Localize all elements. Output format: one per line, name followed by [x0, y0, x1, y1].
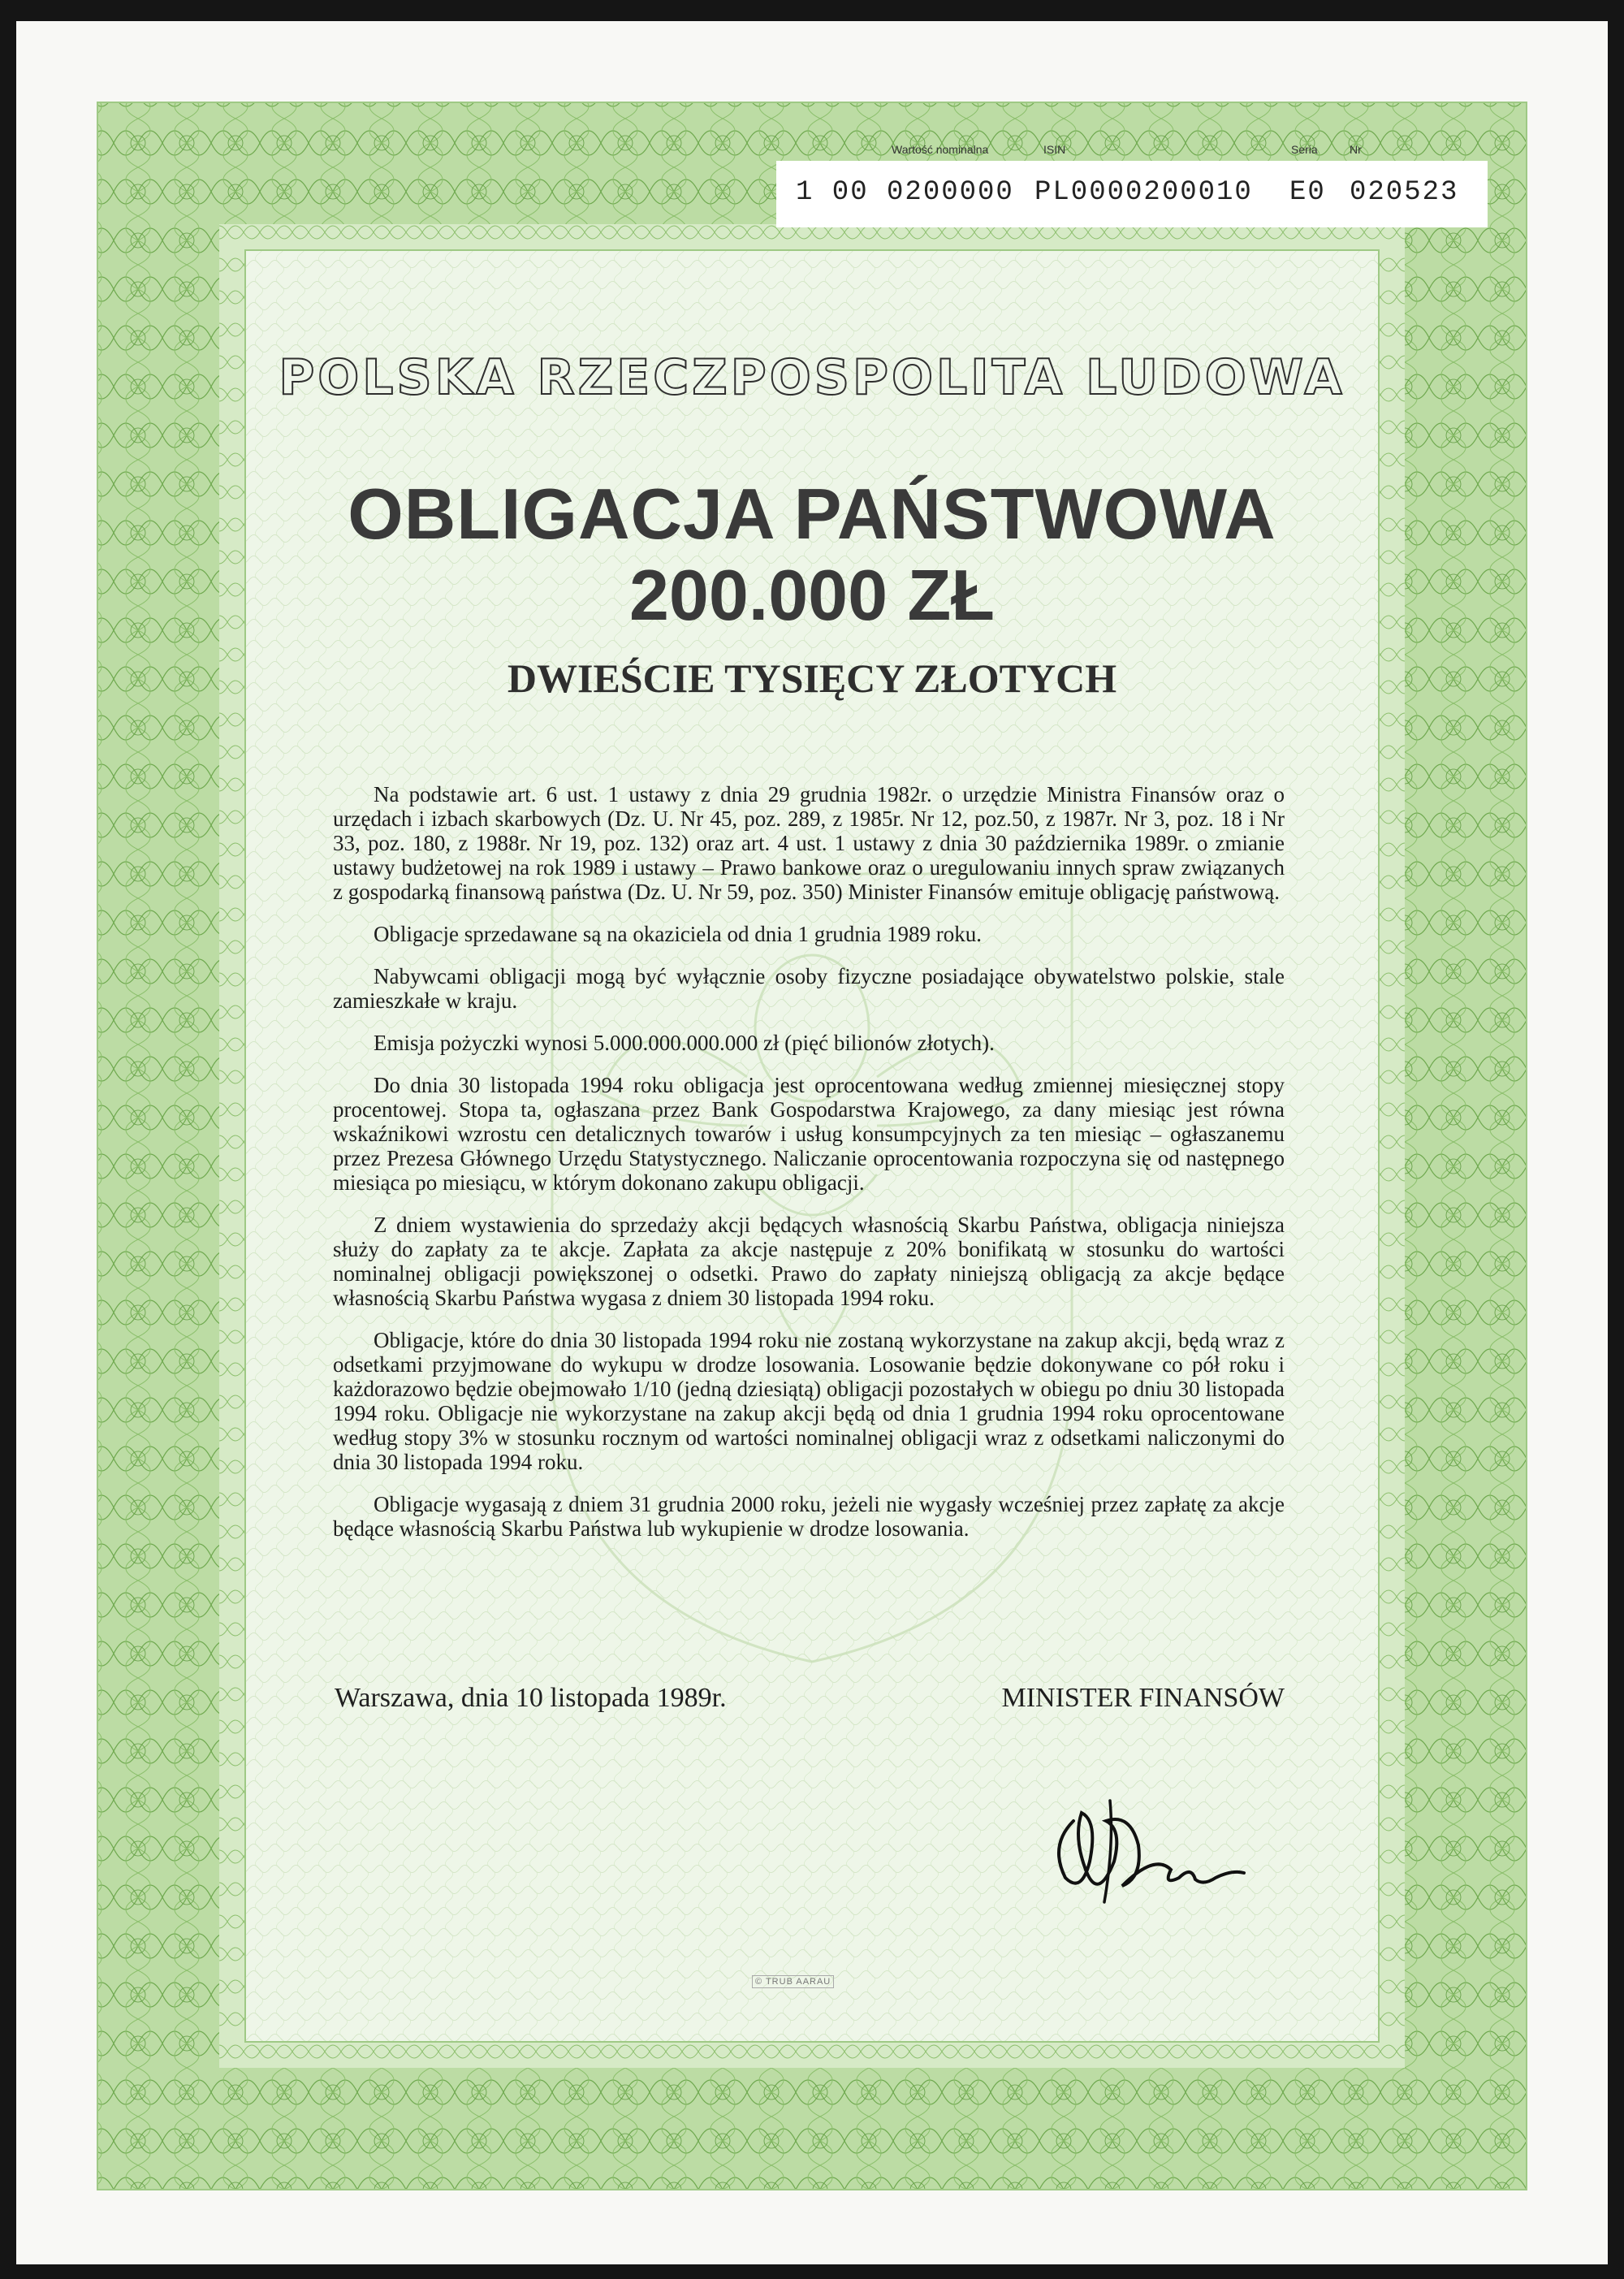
amount-in-words: DWIEŚCIE TYSIĘCY ZŁOTYCH: [507, 655, 1117, 701]
terms-paragraph: Do dnia 30 listopada 1994 roku obligacja jest oprocentowana według zmiennej miesięcznej stopy procentowej. Stopa ta, ogłaszana przez Bank Gospodarstwa Krajowego, za dany miesiąc jest równa wskaźnikowi wzrostu cen detalicznych towarów i usług konsumpcyjnych za ten miesiąc – ogłaszanemu przez Prezesa Głównego Urzędu Statystycznego. Naliczanie oprocentowania rozpoczyna się od następnego miesiąca po miesiącu, w którym dokonano zakupu obligacji.: [333, 1073, 1285, 1195]
series-code: E0: [1289, 177, 1326, 208]
country-heading: POLSKA RZECZPOSPOLITA LUDOWA: [279, 349, 1345, 406]
series-label: Seria: [1291, 143, 1318, 156]
nominal-code: 1 00 0200000: [796, 177, 1014, 208]
bond-title: OBLIGACJA PAŃSTWOWA: [348, 474, 1276, 554]
minister-title: MINISTER FINANSÓW: [1001, 1683, 1285, 1713]
bond-terms: [333, 782, 1285, 1559]
isin-label: ISIN: [1043, 143, 1066, 156]
terms-paragraph: Emisja pożyczki wynosi 5.000.000.000.000 zł (pięć bilionów złotych).: [374, 1031, 995, 1055]
place-and-date: Warszawa, dnia 10 listopada 1989r.: [335, 1683, 727, 1713]
number-label: Nr: [1350, 143, 1362, 156]
terms-paragraph: Z dniem wystawienia do sprzedaży akcji będących własnością Skarbu Państwa, obligacja niniejsza służy do zapłaty za te akcje. Zapłata za akcje następuje z 20% bonifikatą w stosunku do wartości nominalnej obligacji powiększonej o odsetki. Prawo do zapłaty niniejszą obligacją za akcje będące własnością Skarbu Państwa wygasa z dniem 30 listopada 1994 roku.: [333, 1213, 1285, 1310]
serial-number: 020523: [1350, 177, 1459, 208]
terms-paragraph: Obligacje wygasają z dniem 31 grudnia 2000 roku, jeżeli nie wygasły wcześniej przez zapłatę za akcje będące własnością Skarbu Państwa lub wykupienie w drodze losowania.: [333, 1492, 1285, 1541]
printer-mark: © TRUB AARAU: [752, 1975, 834, 1988]
minister-signature: [1041, 1788, 1252, 1910]
serial-number-box: [776, 161, 1488, 227]
terms-paragraph: Na podstawie art. 6 ust. 1 ustawy z dnia 29 grudnia 1982r. o urzędzie Ministra Finansów oraz o urzędach i izbach skarbowych (Dz. U. Nr 45, poz. 289, z 1985r. Nr 12, poz.50, z 1987r. Nr 3, poz. 18 i Nr 33, poz. 180, z 1988r. Nr 19, poz. 132) oraz art. 4 ust. 1 ustawy z dnia 30 października 1989r. o zmianie ustawy budżetowej na rok 1989 i ustawy – Prawo bankowe oraz o uregulowaniu innych spraw związanych z gospodarką finansową państwa (Dz. U. Nr 59, poz. 350) Minister Finansów emituje obligację państwową.: [333, 782, 1285, 904]
nominal-value-label: Wartość nominalna: [892, 143, 989, 156]
bond-amount: 200.000 ZŁ: [628, 555, 996, 635]
terms-paragraph: Nabywcami obligacji mogą być wyłącznie osoby fizyczne posiadające obywatelstwo polskie, stale zamieszkałe w kraju.: [333, 964, 1285, 1013]
isin-code: PL0000200010: [1034, 177, 1253, 208]
terms-paragraph: Obligacje sprzedawane są na okaziciela od dnia 1 grudnia 1989 roku.: [374, 922, 982, 946]
serial-labels: [0, 143, 1624, 159]
terms-paragraph: Obligacje, które do dnia 30 listopada 1994 roku nie zostaną wykorzystane na zakup akcji, będą wraz z odsetkami przyjmowane do wykupu w drodze losowania. Losowanie będzie dokonywane co pół roku i każdorazowo będzie obejmowało 1/10 (jedną dziesiątą) obligacji pozostałych w obiegu po dniu 30 listopada 1994 roku. Obligacje nie wykorzystane na zakup akcji będą od dnia 1 grudnia 1994 roku oprocentowane według stopy 3% w stosunku rocznym od wartości nominalnej obligacji wraz z odsetkami naliczonymi do dnia 30 listopada 1994 roku.: [333, 1328, 1285, 1474]
